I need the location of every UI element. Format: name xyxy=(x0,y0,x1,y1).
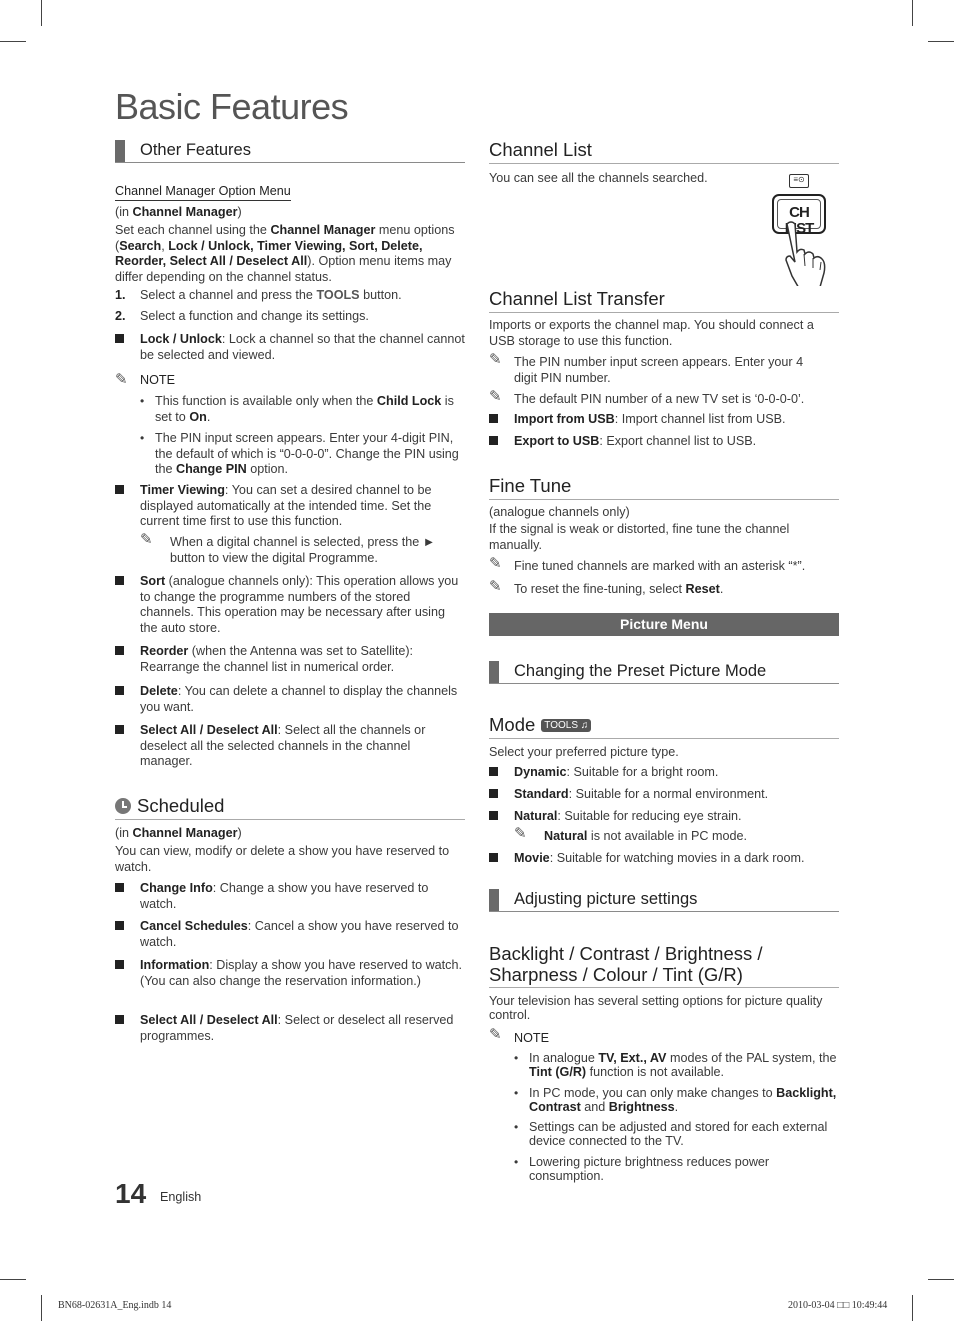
scheduled-intro: You can view, modify or delete a show you have reserved to watch. xyxy=(115,844,450,874)
section-marker xyxy=(489,661,499,683)
square-bullet-icon xyxy=(489,809,501,825)
note-pencil-icon: ✎ xyxy=(514,825,527,842)
tools-badge-icon: TOOLS ♫ xyxy=(541,719,591,732)
section-header-adjust xyxy=(489,889,839,912)
clock-icon xyxy=(115,798,131,814)
ch-list-label: CH LIST xyxy=(784,204,814,237)
picture-menu-bar: Picture Menu xyxy=(489,613,839,636)
fine-tune-title: Fine Tune xyxy=(489,475,839,500)
crop-mark xyxy=(912,1295,913,1321)
bullet-dot-icon: • xyxy=(514,1155,519,1169)
note-pencil-icon: ✎ xyxy=(489,555,502,572)
crop-mark xyxy=(41,1295,42,1321)
mode-title: Mode TOOLS ♫ xyxy=(489,714,839,739)
mode-text: Select your preferred picture type. xyxy=(489,745,679,759)
backlight-text: Your television has several setting options for picture quality control. xyxy=(489,994,823,1022)
crop-mark xyxy=(0,41,26,42)
pointing-hand-icon xyxy=(779,220,835,286)
square-bullet-icon xyxy=(115,332,127,348)
crop-mark xyxy=(928,1279,954,1280)
bullet-dot-icon: • xyxy=(514,1086,519,1100)
transfer-text: Imports or exports the channel map. You should connect a USB storage to use this function. xyxy=(489,318,814,348)
square-bullet-icon xyxy=(489,434,501,450)
note-pencil-icon: ✎ xyxy=(115,371,128,388)
square-bullet-icon xyxy=(115,684,127,700)
cm-location: (in Channel Manager) xyxy=(115,205,242,219)
scheduled-location: (in Channel Manager) xyxy=(115,826,242,840)
square-bullet-icon xyxy=(489,412,501,428)
channel-list-text: You can see all the channels searched. xyxy=(489,171,708,185)
page-language: English xyxy=(160,1190,202,1204)
bullet-dot-icon: • xyxy=(514,1051,519,1065)
section-header-preset xyxy=(489,661,839,684)
remote-menu-icon: ≡⊙ xyxy=(789,174,809,188)
step-number: 1. xyxy=(115,288,126,302)
section-title: Other Features xyxy=(140,141,251,159)
note-pencil-icon: ✎ xyxy=(140,531,153,548)
crop-mark xyxy=(41,0,42,26)
fine-tune-sub: (analogue channels only) xyxy=(489,505,630,519)
square-bullet-icon xyxy=(115,574,127,590)
square-bullet-icon xyxy=(489,851,501,867)
slug-right: 2010-03-04 □□ 10:49:44 xyxy=(788,1300,888,1311)
backlight-title: Backlight / Contrast / Brightness / Sharpness / Colour / Tint (G/R) xyxy=(489,943,839,988)
scheduled-header: Scheduled xyxy=(115,795,465,820)
square-bullet-icon xyxy=(115,723,127,739)
note-pencil-icon: ✎ xyxy=(489,388,502,405)
square-bullet-icon xyxy=(115,881,127,897)
section-title: Adjusting picture settings xyxy=(514,890,698,908)
square-bullet-icon xyxy=(115,483,127,499)
crop-mark xyxy=(0,1279,26,1280)
bullet-dot-icon: • xyxy=(140,394,145,408)
bullet-dot-icon: • xyxy=(514,1120,519,1134)
slug-left: BN68-02631A_Eng.indb 14 xyxy=(58,1300,172,1311)
channel-list-title: Channel List xyxy=(489,139,839,164)
page-title: Basic Features xyxy=(115,86,349,127)
section-title: Changing the Preset Picture Mode xyxy=(514,662,767,680)
cm-intro: Set each channel using the Channel Manager menu options (Search, Lock / Unlock, Timer Viewing, Sort, Delete, Reorder, Select All / Deselect All). Option menu items may differ depending on the channel status. xyxy=(115,223,455,284)
step-number: 2. xyxy=(115,309,126,323)
note-header: ✎ NOTE xyxy=(115,371,175,388)
section-header-other-features xyxy=(115,140,465,163)
square-bullet-icon xyxy=(489,765,501,781)
bullet-dot-icon: • xyxy=(140,431,145,445)
square-bullet-icon xyxy=(115,1013,127,1029)
section-marker xyxy=(489,889,499,911)
note-pencil-icon: ✎ xyxy=(489,578,502,595)
square-bullet-icon xyxy=(115,958,127,974)
channel-list-transfer-title: Channel List Transfer xyxy=(489,288,839,313)
square-bullet-icon xyxy=(115,644,127,660)
cm-heading: Channel Manager Option Menu xyxy=(115,184,465,200)
crop-mark xyxy=(912,0,913,26)
page-number: 14 xyxy=(115,1178,147,1209)
fine-tune-text: If the signal is weak or distorted, fine tune the channel manually. xyxy=(489,522,790,552)
square-bullet-icon xyxy=(489,787,501,803)
section-marker xyxy=(115,140,125,162)
note-pencil-icon: ✎ xyxy=(489,351,502,368)
square-bullet-icon xyxy=(115,919,127,935)
note-pencil-icon: ✎ xyxy=(489,1026,502,1043)
crop-mark xyxy=(928,41,954,42)
